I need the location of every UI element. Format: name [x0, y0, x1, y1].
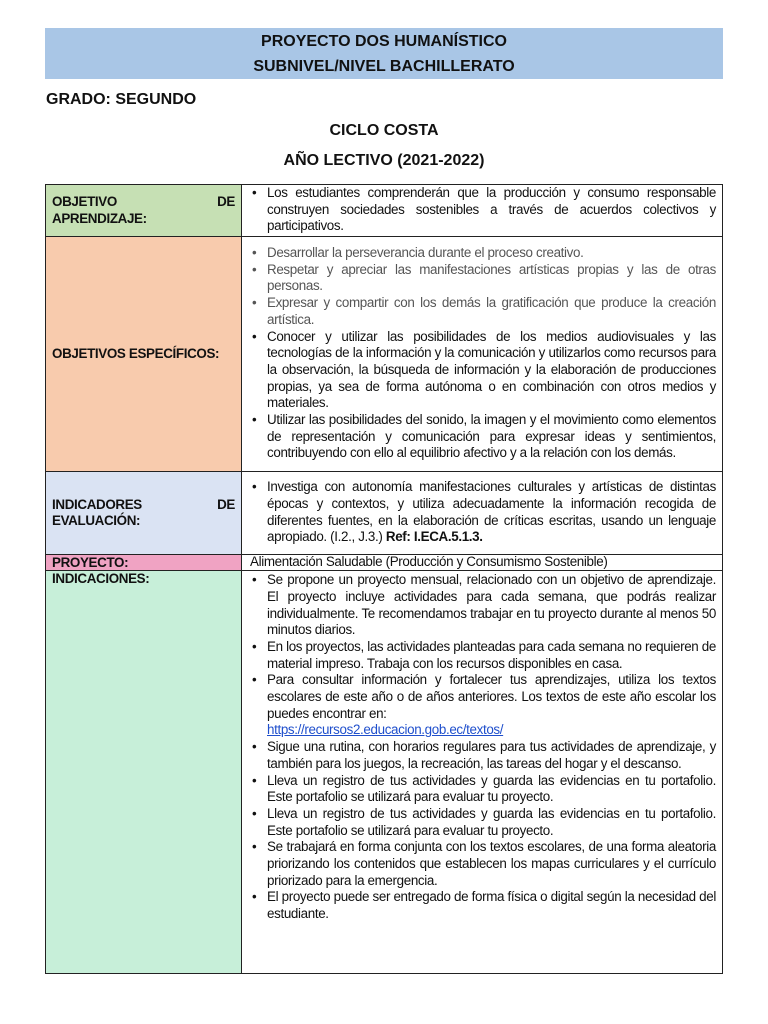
label-part: INDICADORES	[52, 496, 142, 512]
indicator-ref: Ref: I.ECA.5.1.3.	[385, 529, 483, 545]
document-subtitle: SUBNIVEL/NIVEL BACHILLERATO	[253, 58, 515, 75]
indicator-text: Investiga con autonomía manifestaciones culturales y artísticas de distintas épocas y contextos, y utiliza adecuadamente la información recogida de diferentes fuentes, en la elaboración de críticas escritas, usando un lenguaje apropiado. (I.2., J.3.)	[267, 479, 716, 545]
label-indicaciones: INDICACIONES:	[46, 571, 242, 974]
row-especificos	[46, 237, 723, 472]
list-item: • Lleva un registro de tus actividades y guarda las evidencias en tu portafolio. Este portafolio se utilizará para evaluar tu proyecto.	[250, 806, 716, 839]
list-item	[250, 672, 716, 739]
list-item: • Expresar y compartir con los demás la gratificación que produce la creación artística.	[250, 295, 716, 328]
grade-label: GRADO: SEGUNDO	[46, 91, 197, 108]
list-item: • Se trabajará en forma conjunta con los textos escolares, de una forma aleatoria priorizando los contenidos que establecen los mapas curriculares y el currículo priorizado para la emergencia.	[250, 839, 716, 889]
row-indicaciones	[46, 571, 723, 974]
list-item: • Desarrollar la perseverancia durante el proceso creativo.	[250, 245, 716, 262]
list-item: • Conocer y utilizar las posibilidades de los medios audiovisuales y las tecnologías de la información y la comunicación y utilizarlos como recursos para la observación, la búsqueda de información y la elaboración de producciones propias, ya sea de forma autónoma o en combinación con otros medios y materiales.	[250, 329, 716, 413]
label-part: OBJETIVO	[52, 194, 117, 210]
school-year-label: AÑO LECTIVO (2021-2022)	[283, 152, 485, 169]
list-item	[250, 479, 716, 546]
content-especificos	[242, 237, 723, 472]
label-part: DE	[217, 496, 235, 512]
content-proyecto: Alimentación Saludable (Producción y Consumismo Sostenible)	[242, 555, 723, 571]
label-proyecto: PROYECTO:	[46, 555, 242, 571]
label-indicadores	[46, 472, 242, 555]
content-indicadores	[242, 472, 723, 555]
label-part: DE	[217, 194, 235, 210]
row-indicadores	[46, 472, 723, 555]
list-item: • Los estudiantes comprenderán que la producción y consumo responsable construyen sociedades sostenibles a través de acuerdos colectivos y participativos.	[250, 185, 716, 235]
label-part: EVALUACIÓN:	[52, 513, 141, 529]
label-objetivo	[46, 185, 242, 237]
list-item: • Lleva un registro de tus actividades y guarda las evidencias en tu portafolio. Este portafolio se utilizará para evaluar tu proyecto.	[250, 773, 716, 806]
list-item: • El proyecto puede ser entregado de forma física o digital según la necesidad del estudiante.	[250, 889, 716, 922]
row-objetivo	[46, 185, 723, 237]
content-objetivo	[242, 185, 723, 237]
list-item: • Se propone un proyecto mensual, relacionado con un objetivo de aprendizaje. El proyecto incluye actividades para cada semana, que podrás realizar individualmente. Te recomendamos trabajar en tu proyecto durante al menos 50 minutos diarios.	[250, 572, 716, 639]
list-item-text: Para consultar información y fortalecer tus aprendizajes, utiliza los textos escolares de este año o de años anteriores. Los textos de este año escolar los puedes encontrar en:	[267, 672, 716, 721]
header-band	[45, 28, 723, 79]
row-proyecto	[46, 555, 723, 571]
list-item: • Sigue una rutina, con horarios regulares para tus actividades de aprendizaje, y también para los juegos, la recreación, las tareas del hogar y el descanso.	[250, 739, 716, 772]
list-item: • Respetar y apreciar las manifestaciones artísticas propias y las de otras personas.	[250, 262, 716, 295]
content-indicaciones	[242, 571, 723, 974]
list-item: • Utilizar las posibilidades del sonido, la imagen y el movimiento como elementos de representación y comunicación para expresar ideas y sentimientos, contribuyendo con ello al equilibrio afectivo y a la relación con los demás.	[250, 412, 716, 462]
cycle-label: CICLO COSTA	[329, 122, 439, 139]
document-title: PROYECTO DOS HUMANÍSTICO	[261, 33, 507, 50]
project-table	[45, 184, 723, 974]
textos-link[interactable]: https://recursos2.educacion.gob.ec/textos/	[267, 722, 504, 738]
list-item: • En los proyectos, las actividades planteadas para cada semana no requieren de material impreso. Trabaja con los recursos disponibles en casa.	[250, 639, 716, 672]
label-especificos: OBJETIVOS ESPECÍFICOS:	[46, 237, 242, 472]
label-part: APRENDIZAJE:	[52, 210, 147, 226]
